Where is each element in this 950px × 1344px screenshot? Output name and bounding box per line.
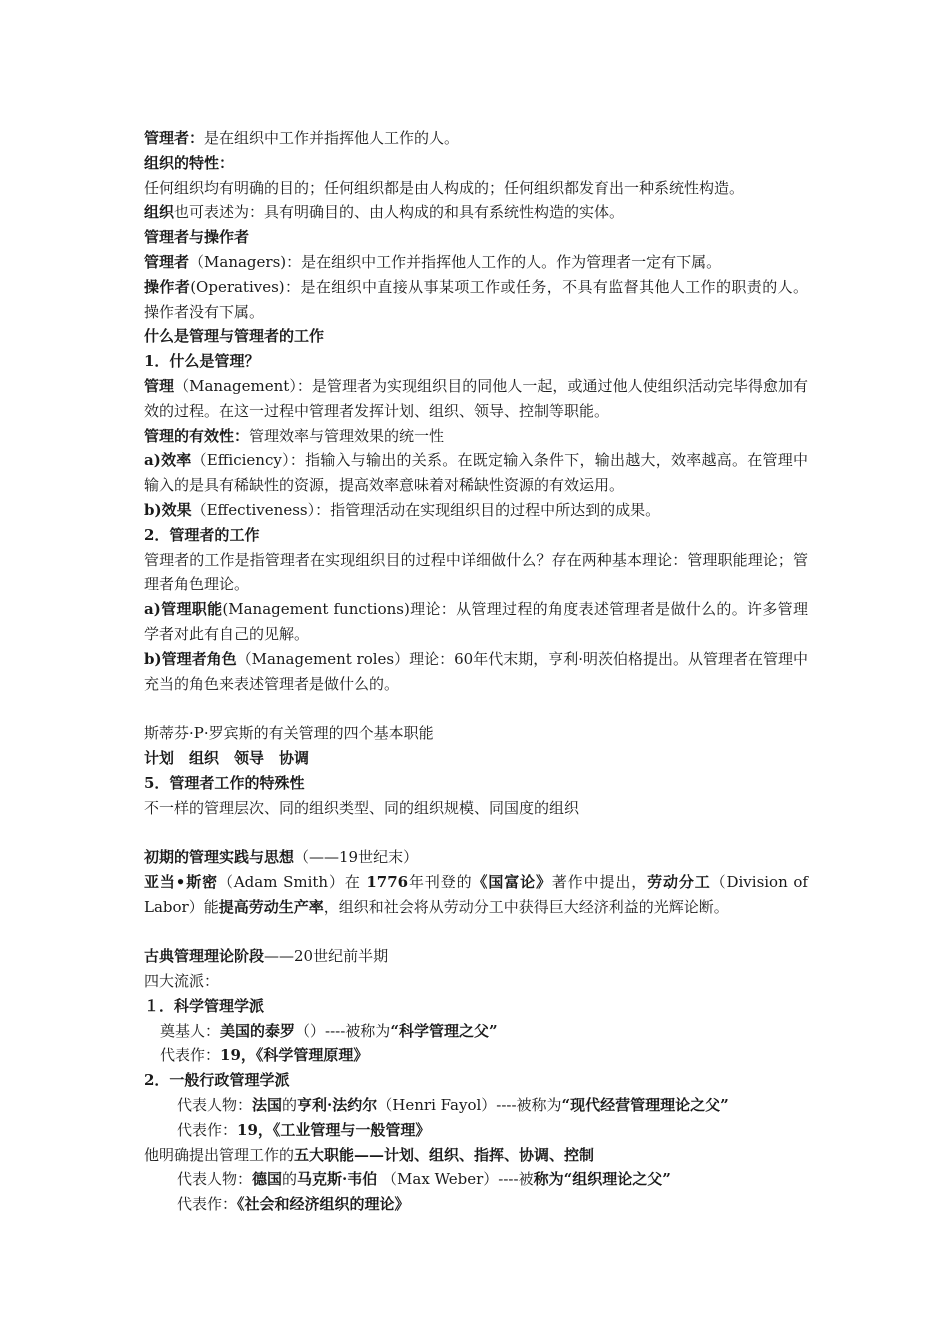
bold-text: 1776	[366, 872, 409, 891]
bold-text: 2．管理者的工作	[144, 525, 260, 544]
bold-text: 管理者	[144, 252, 190, 271]
bold-text: 称为“组织理论之父”	[533, 1170, 671, 1189]
text: （Managers)：是在组织中工作并指挥他人工作的人。作为管理者一定有下属。	[189, 252, 722, 271]
paragraph-line	[144, 969, 808, 994]
text: 奠基人：	[160, 1021, 221, 1040]
paragraph-line	[144, 151, 808, 176]
text: （）----被称为	[295, 1021, 391, 1040]
text: （Henri Fayol）----被称为	[377, 1096, 562, 1115]
bold-text: 什么是管理与管理者的工作	[144, 327, 325, 346]
text: 著作中提出，	[551, 872, 648, 891]
bold-text: b)效果	[144, 500, 192, 519]
text: 管理效率与管理效果的统一性	[249, 426, 445, 445]
bold-text: 19，《科学管理原理》	[220, 1046, 369, 1065]
paragraph-line	[144, 1192, 808, 1217]
text: 斯蒂芬·P·罗宾斯的有关管理的四个基本职能	[144, 724, 434, 743]
text: 不一样的管理层次、同的组织类型、同的组织规模、同国度的组织	[144, 798, 580, 817]
paragraph-line	[144, 746, 808, 771]
bold-text: 管理	[144, 376, 175, 395]
bold-text: 马克斯·韦伯	[297, 1170, 378, 1189]
text: （Management roles）理论：60年代末期，亨利·明茨伯格提出。从管理者在管理中充当的角色来表述管理者是做什么的。	[144, 649, 808, 693]
text: (Management functions)理论：从管理过程的角度表述管理者是做什么的。许多管理学者对此有自己的见解。	[144, 600, 808, 643]
paragraph-line	[144, 424, 808, 449]
bold-text: 《国富论》	[472, 872, 552, 891]
paragraph-line	[144, 994, 808, 1019]
text: （Max Weber）----被	[377, 1170, 534, 1189]
text: 管理者的工作是指管理者在实现组织目的过程中详细做什么？存在两种基本理论：管理职能理论；管理者角色理论。	[144, 550, 808, 594]
bold-text: 管理的有效性：	[144, 426, 250, 445]
text: ——20世纪前半期	[264, 947, 389, 966]
text: 的	[282, 1096, 298, 1115]
bold-text: 2．一般行政管理学派	[144, 1071, 290, 1090]
text: 代表人物：	[177, 1170, 253, 1189]
paragraph-line	[144, 448, 808, 498]
paragraph-line	[144, 523, 808, 548]
bold-text: 初期的管理实践与思想	[144, 848, 295, 867]
text: 代表人物：	[177, 1096, 253, 1115]
document-page	[144, 126, 808, 1217]
paragraph-line	[144, 250, 808, 275]
paragraph-line	[144, 845, 808, 870]
bold-text: 古典管理理论阶段	[144, 947, 265, 966]
bold-text: b)管理者角色	[144, 649, 237, 668]
paragraph-line	[144, 647, 808, 697]
paragraph-line	[144, 1019, 808, 1044]
text: 代表作：	[177, 1120, 238, 1139]
paragraph-line	[144, 597, 808, 647]
paragraph-line	[144, 944, 808, 969]
bold-text: 计划 组织 领导 协调	[144, 748, 310, 767]
text: （Effectiveness）：指管理活动在实现组织目的过程中所达到的成果。	[191, 500, 661, 519]
text: 他明确提出管理工作的	[144, 1145, 295, 1164]
text: （Efficiency）：指输入与输出的关系。在既定输入条件下，输出越大，效率越高。在管理中输入的是具有稀缺性的资源，提高效率意味着对稀缺性资源的有效运用。	[144, 451, 808, 495]
paragraph-line	[144, 1093, 808, 1118]
paragraph-line	[144, 225, 808, 250]
paragraph-line	[144, 1043, 808, 1068]
paragraph-line	[144, 324, 808, 349]
paragraph-line	[144, 498, 808, 523]
bold-text: 5．管理者工作的特殊性	[144, 773, 305, 792]
paragraph-line	[144, 275, 808, 325]
paragraph-line	[144, 374, 808, 424]
text: 四大流派：	[144, 972, 220, 991]
bold-text: 组织	[144, 203, 175, 222]
paragraph-line	[144, 1143, 808, 1168]
bold-text: 亨利·法约尔	[297, 1096, 378, 1115]
bold-text: 操作者	[144, 277, 191, 296]
blank-line	[144, 920, 808, 945]
bold-text: 管理者与操作者	[144, 228, 250, 247]
paragraph-line	[144, 548, 808, 598]
bold-text: 法国	[252, 1096, 283, 1115]
text: 年刊登的	[408, 872, 473, 891]
paragraph-line	[144, 176, 808, 201]
bold-text: a)效率	[144, 451, 192, 470]
paragraph-line	[144, 870, 808, 920]
bold-text: 五大职能——计划、组织、指挥、协调、控制	[294, 1145, 595, 1164]
blank-line	[144, 820, 808, 845]
paragraph-line	[144, 721, 808, 746]
blank-line	[144, 696, 808, 721]
paragraph-line	[144, 1167, 808, 1192]
bold-text: 美国的泰罗	[220, 1021, 296, 1040]
text: ，组织和社会将从劳动分工中获得巨大经济利益的光辉论断。	[323, 897, 729, 916]
paragraph-line	[144, 1118, 808, 1143]
text: 的	[282, 1170, 298, 1189]
text: 任何组织均有明确的目的；任何组织都是由人构成的；任何组织都发育出一种系统性构造。	[144, 178, 745, 197]
bold-text: “现代经营管理理论之父”	[561, 1096, 729, 1115]
bold-text: 提高劳动生产率	[218, 897, 324, 916]
text: 也可表述为：具有明确目的、由人构成的和具有系统性构造的实体。	[174, 203, 625, 222]
bold-text: 劳动分工	[647, 872, 711, 891]
bold-text: “科学管理之父”	[390, 1021, 498, 1040]
paragraph-line	[144, 796, 808, 821]
bold-text: 亚当•斯密	[144, 872, 218, 891]
text: （Adam Smith）在	[217, 872, 367, 891]
text: 代表作：	[177, 1195, 238, 1214]
text: （Management）：是管理者为实现组织目的同他人一起，或通过他人使组织活动完毕得愈加有效的过程。在这一过程中管理者发挥计划、组织、领导、控制等职能。	[144, 376, 808, 420]
paragraph-line	[144, 349, 808, 374]
text: （Division of Labor）能	[144, 872, 808, 916]
bold-text: １．科学管理学派	[144, 996, 265, 1015]
text: (Operatives)：是在组织中直接从事某项工作或任务，不具有监督其他人工作的职责的人。操作者没有下属。	[144, 277, 808, 321]
bold-text: 组织的特性：	[144, 153, 235, 172]
text: 是在组织中工作并指挥他人工作的人。	[204, 129, 460, 147]
bold-text: 19，《工业管理与一般管理》	[237, 1120, 431, 1139]
paragraph-line	[144, 200, 808, 225]
paragraph-line	[144, 1068, 808, 1093]
bold-text: 管理者：	[144, 129, 205, 147]
text: （——19世纪末）	[294, 848, 419, 867]
bold-text: 《社会和经济组织的理论》	[237, 1195, 410, 1214]
bold-text: 1．什么是管理？	[144, 352, 260, 371]
bold-text: a)管理职能	[144, 600, 223, 619]
text: 代表作：	[160, 1046, 221, 1065]
bold-text: 德国	[252, 1170, 283, 1189]
paragraph-line	[144, 771, 808, 796]
paragraph-line	[144, 126, 808, 151]
